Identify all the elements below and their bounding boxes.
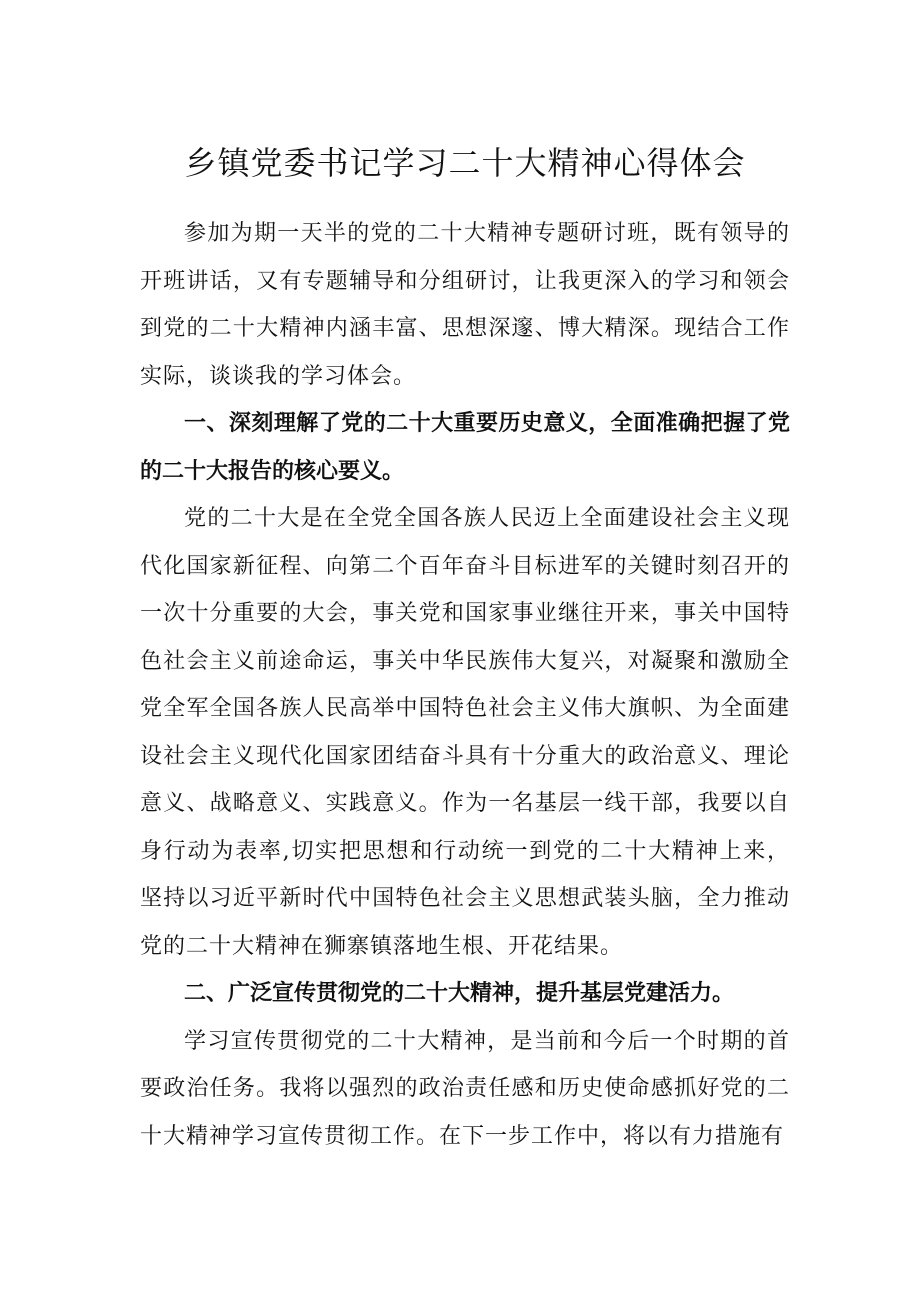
document-title: 乡镇党委书记学习二十大精神心得体会 bbox=[184, 144, 746, 182]
section-2-heading: 二、广泛宣传贯彻党的二十大精神，提升基层党建活力。 bbox=[184, 981, 735, 1006]
section-1-heading: 一、深刻理解了党的二十大重要历史意义，全面准确把握了党的二十大报告的核心要义。 bbox=[140, 411, 790, 484]
section-2-body: 学习宣传贯彻党的二十大精神，是当前和今后一个时期的首要政治任务。我将以强烈的政治责任感和历史使命感抓好党的二十大精神学习宣传贯彻工作。在下一步工作中，将以有力措施有 bbox=[140, 1028, 790, 1149]
section-1-body: 党的二十大是在全党全国各族人民迈上全面建设社会主义现代化国家新征程、向第二个百年奋斗目标进军的关键时刻召开的一次十分重要的大会，事关党和国家事业继往开来，事关中国特色社会主义前途命运，事关中华民族伟大复兴，对凝聚和激励全党全军全国各族人民高举中国特色社会主义伟大旗帜、为全面建设社会主义现代化国家团结奋斗具有十分重大的政治意义、理论意义、战略意义、实践意义。作为一名基层一线干部，我要以自身行动为表率,切实把思想和行动统一到党的二十大精神上来，坚持以习近平新时代中国特色社会主义思想武装头脑，全力推动党的二十大精神在狮寨镇落地生根、开花结果。 bbox=[140, 506, 790, 959]
intro-paragraph: 参加为期一天半的党的二十大精神专题研讨班，既有领导的开班讲话，又有专题辅导和分组研讨，让我更深入的学习和领会到党的二十大精神内涵丰富、思想深邃、博大精深。现结合工作实际，谈谈我的学习体会。 bbox=[140, 221, 790, 389]
document-page bbox=[140, 140, 790, 1160]
